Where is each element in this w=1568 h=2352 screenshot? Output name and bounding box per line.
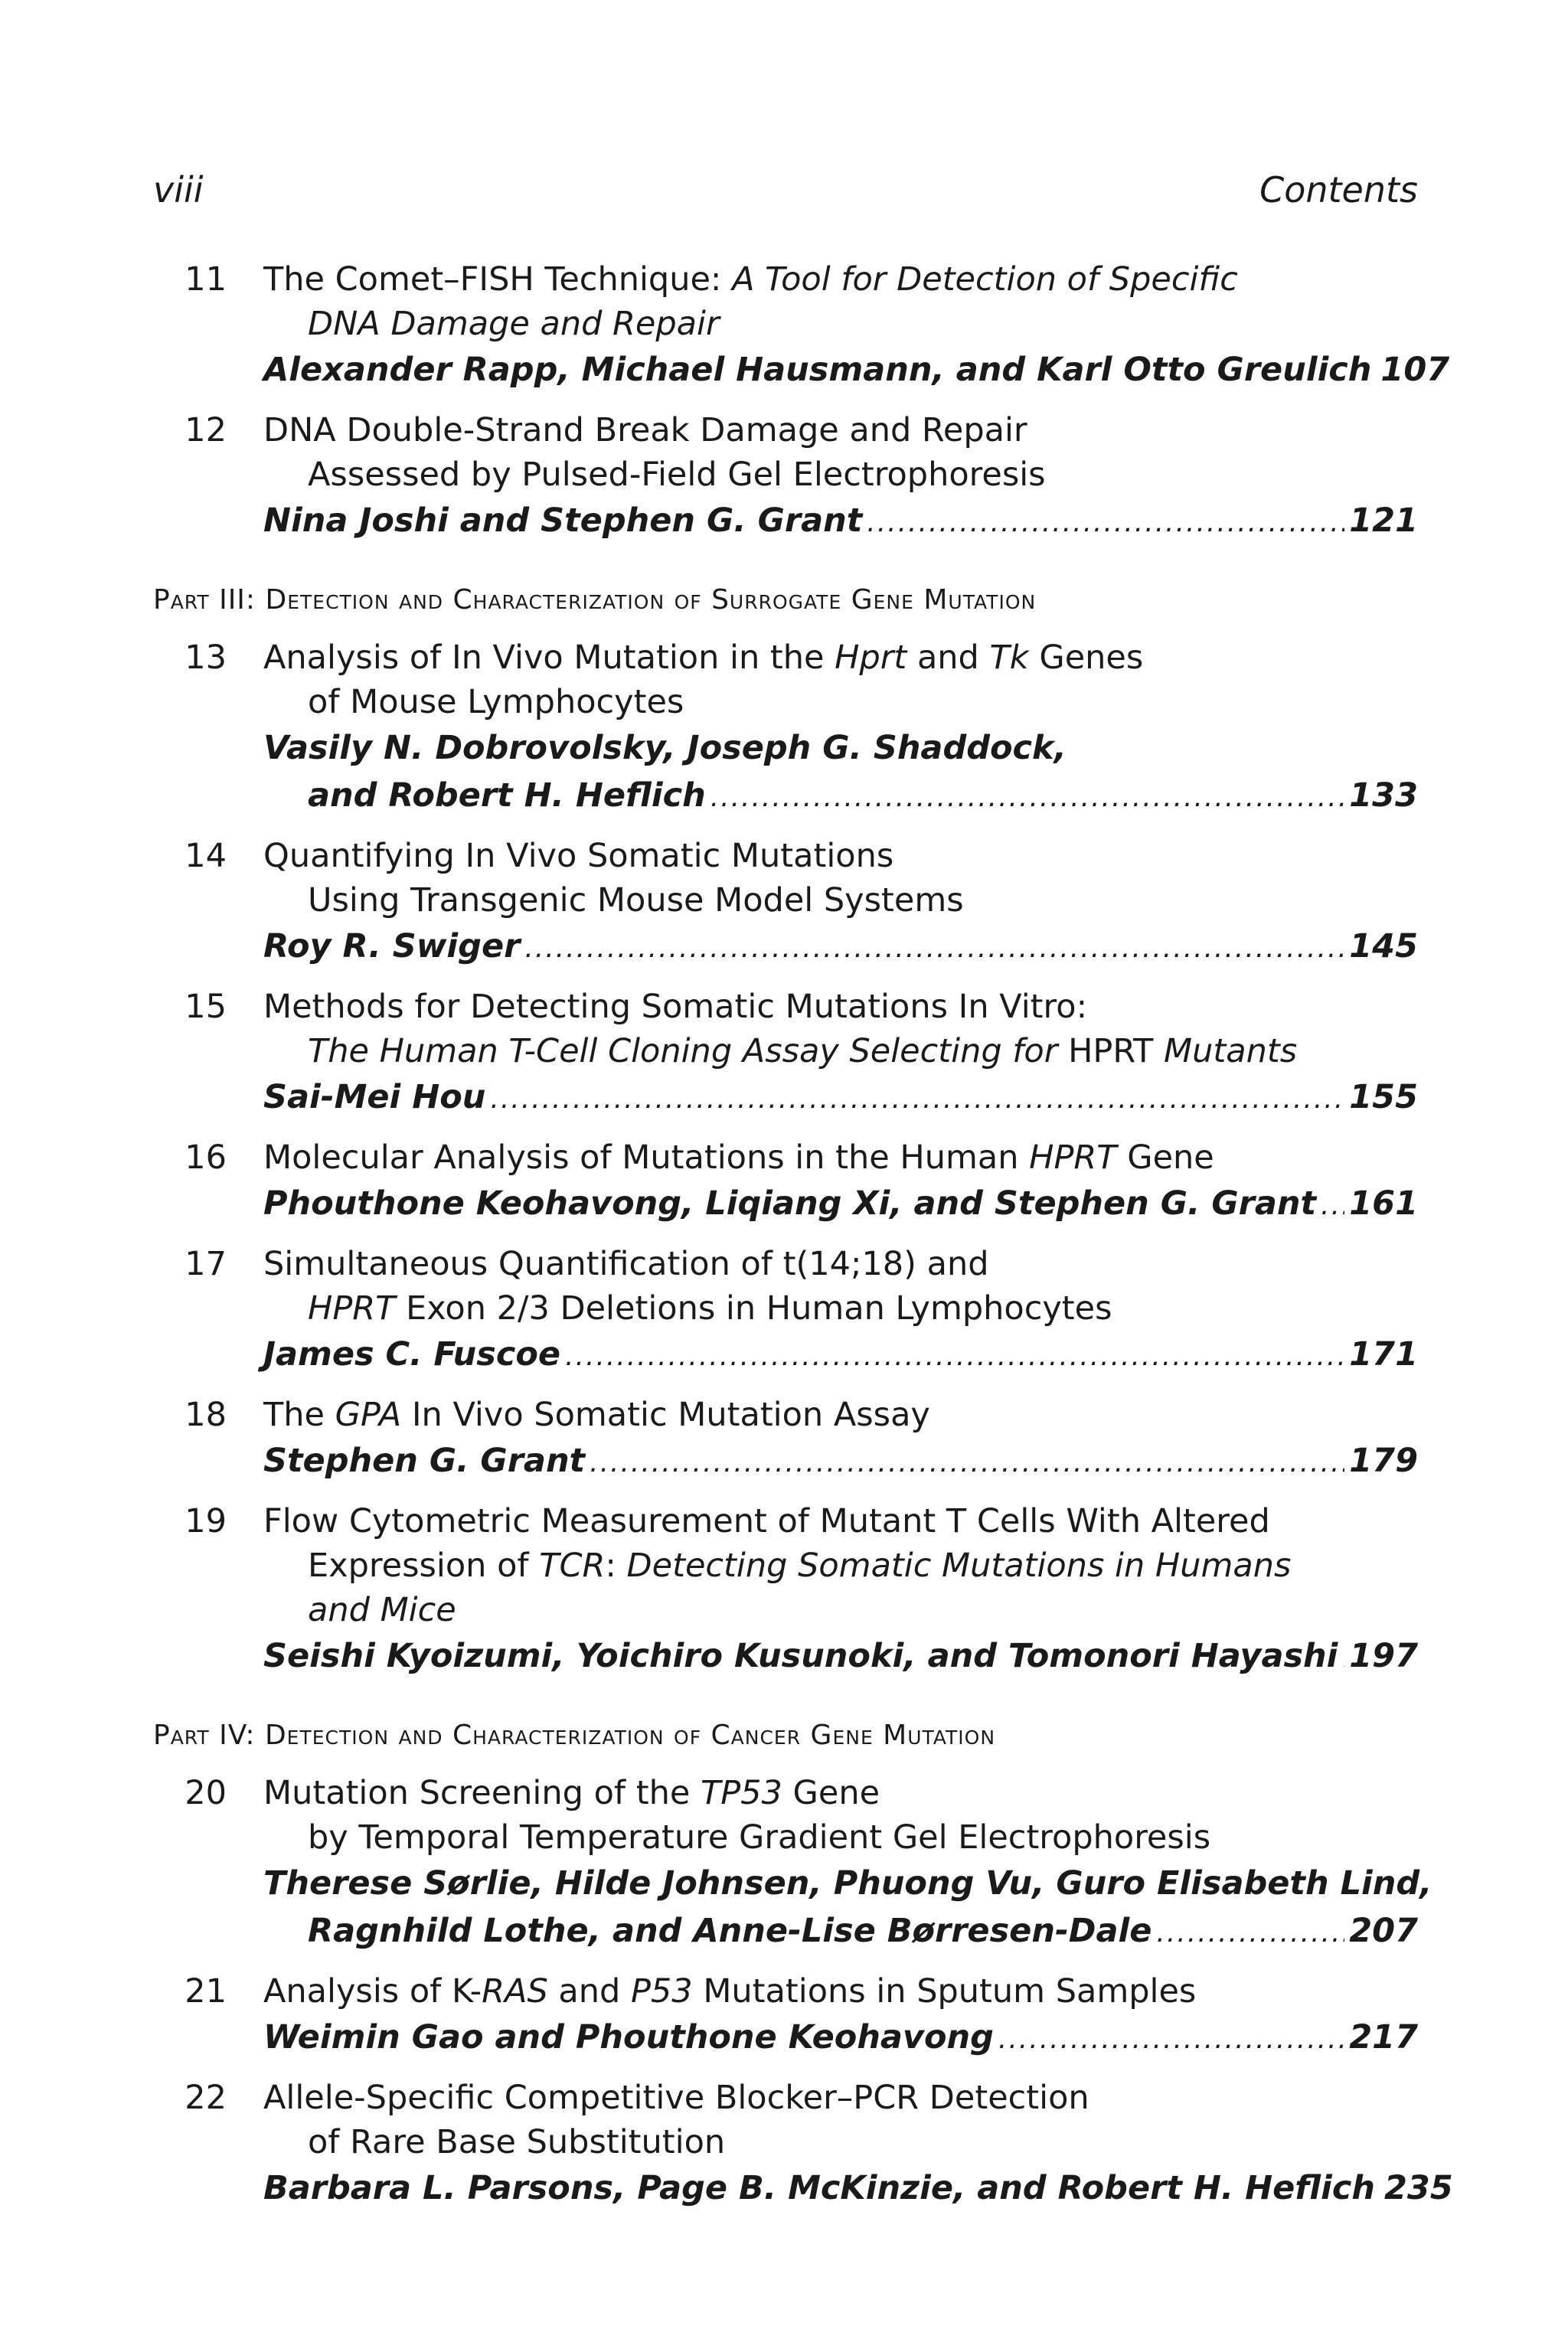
chapter-number: 13 bbox=[185, 639, 227, 677]
running-title: Contents bbox=[1259, 169, 1418, 211]
chapter-number: 18 bbox=[185, 1396, 227, 1434]
leader-dots bbox=[867, 499, 1344, 547]
leader-dots bbox=[590, 1439, 1344, 1487]
chapter-title-continued: by Temporal Temperature Gradient Gel Electrophoresis bbox=[308, 1818, 1211, 1857]
toc-entry-12[interactable] bbox=[153, 408, 1418, 547]
chapter-title-continued-2: and Mice bbox=[308, 1591, 456, 1629]
chapter-page: 161 bbox=[1349, 1184, 1418, 1223]
chapter-number: 12 bbox=[185, 411, 227, 449]
chapter-page: 145 bbox=[1349, 927, 1418, 965]
chapter-authors: Weimin Gao and Phouthone Keohavong ..... 217 bbox=[263, 2014, 1418, 2063]
toc-entry-18[interactable] bbox=[153, 1393, 1418, 1487]
chapter-number: 20 bbox=[185, 1774, 227, 1812]
leader-dots bbox=[998, 2016, 1344, 2063]
chapter-page: 179 bbox=[1349, 1442, 1418, 1480]
running-header bbox=[153, 167, 1418, 213]
chapter-title: Flow Cytometric Measurement of Mutant T Cells With Altered bbox=[263, 1502, 1270, 1540]
chapter-page: 133 bbox=[1349, 776, 1418, 815]
toc-entry-13[interactable] bbox=[153, 635, 1418, 822]
chapter-authors: Sai-Mei Hou ..... 155 bbox=[263, 1073, 1418, 1123]
chapter-authors: Therese Sørlie, Hilde Johnsen, Phuong Vu, Guro Elisabeth Lind, bbox=[263, 1864, 1432, 1903]
chapter-title-continued: HPRT Exon 2/3 Deletions in Human Lymphocytes bbox=[308, 1289, 1112, 1328]
toc-entry-17[interactable] bbox=[153, 1242, 1418, 1380]
leader-dots bbox=[1156, 1909, 1344, 1957]
chapter-title: Allele-Specific Competitive Blocker–PCR Detection bbox=[263, 2079, 1089, 2117]
toc-entry-15[interactable] bbox=[153, 985, 1418, 1123]
toc-entry-16[interactable] bbox=[153, 1135, 1418, 1230]
chapter-number: 21 bbox=[185, 1972, 227, 2011]
toc-entry-20[interactable] bbox=[153, 1771, 1432, 1957]
chapter-number: 17 bbox=[185, 1245, 227, 1283]
chapter-authors-continued: Ragnhild Lothe, and Anne-Lise Børresen-Dale ..... 207 bbox=[263, 1907, 1418, 1957]
part-heading-iv: Part IV: Detection and Characterization of Cancer Gene Mutation bbox=[153, 1720, 996, 1751]
chapter-number: 11 bbox=[185, 260, 227, 299]
leader-dots bbox=[710, 774, 1345, 822]
chapter-number: 16 bbox=[185, 1138, 227, 1177]
toc-entry-21[interactable] bbox=[153, 1969, 1418, 2063]
chapter-title: Analysis of In Vivo Mutation in the Hprt and Tk Genes bbox=[263, 639, 1144, 677]
chapter-title-continued: The Human T-Cell Cloning Assay Selecting for HPRT Mutants bbox=[308, 1032, 1298, 1070]
toc-entry-19[interactable] bbox=[153, 1499, 1418, 1682]
chapter-authors: Roy R. Swiger ..... 145 bbox=[263, 923, 1418, 972]
leader-dots bbox=[1321, 1182, 1344, 1230]
chapter-authors: Seishi Kyoizumi, Yoichiro Kusunoki, and Tomonori Hayashi ..... 197 bbox=[263, 1632, 1418, 1682]
chapter-title: Molecular Analysis of Mutations in the Human HPRT Gene bbox=[263, 1138, 1214, 1177]
chapter-title-continued: DNA Damage and Repair bbox=[308, 305, 720, 343]
chapter-title-continued: Using Transgenic Mouse Model Systems bbox=[308, 881, 964, 920]
leader-dots bbox=[565, 1333, 1344, 1380]
chapter-page: 121 bbox=[1349, 501, 1418, 540]
leader-dots bbox=[490, 1076, 1344, 1123]
chapter-title: Methods for Detecting Somatic Mutations In Vitro: bbox=[263, 988, 1088, 1026]
chapter-title-continued: Assessed by Pulsed-Field Gel Electrophoresis bbox=[308, 456, 1046, 494]
chapter-number: 19 bbox=[185, 1502, 227, 1540]
chapter-authors: Vasily N. Dobrovolsky, Joseph G. Shaddock, bbox=[263, 729, 1067, 767]
toc-entry-22[interactable] bbox=[153, 2076, 1453, 2214]
chapter-title-continued: of Rare Base Substitution bbox=[308, 2123, 726, 2161]
chapter-page: 235 bbox=[1384, 2169, 1453, 2207]
chapter-number: 15 bbox=[185, 988, 227, 1026]
chapter-title: Simultaneous Quantification of t(14;18) and bbox=[263, 1245, 989, 1283]
chapter-number: 14 bbox=[185, 837, 227, 875]
chapter-title: Analysis of K-RAS and P53 Mutations in Sputum Samples bbox=[263, 1972, 1197, 2011]
toc-entry-14[interactable] bbox=[153, 834, 1418, 972]
leader-dots bbox=[1342, 1635, 1344, 1682]
chapter-authors: Barbara L. Parsons, Page B. McKinzie, and Robert H. Heflich 235 bbox=[263, 2164, 1418, 2214]
chapter-title-continued: of Mouse Lymphocytes bbox=[308, 683, 684, 721]
chapter-title: The GPA In Vivo Somatic Mutation Assay bbox=[263, 1396, 930, 1434]
chapter-authors-continued: and Robert H. Heflich ..... 133 bbox=[263, 772, 1418, 822]
chapter-page: 171 bbox=[1349, 1335, 1418, 1374]
chapter-page: 107 bbox=[1380, 351, 1450, 389]
part-heading-iii: Part III: Detection and Characterization of Surrogate Gene Mutation bbox=[153, 584, 1037, 616]
chapter-number: 22 bbox=[185, 2079, 227, 2117]
chapter-title: Quantifying In Vivo Somatic Mutations bbox=[263, 837, 894, 875]
chapter-authors: Nina Joshi and Stephen G. Grant ..... 121 bbox=[263, 497, 1418, 547]
toc-entry-11[interactable] bbox=[153, 257, 1450, 396]
chapter-title-continued: Expression of TCR: Detecting Somatic Mutations in Humans bbox=[308, 1547, 1292, 1585]
chapter-authors: Phouthone Keohavong, Liqiang Xi, and Stephen G. Grant ..... 161 bbox=[263, 1180, 1418, 1230]
chapter-page: 155 bbox=[1349, 1078, 1418, 1116]
chapter-authors: Alexander Rapp, Michael Hausmann, and Karl Otto Greulich 107 bbox=[263, 346, 1418, 396]
chapter-title: The Comet–FISH Technique: A Tool for Detection of Specific bbox=[263, 260, 1238, 299]
chapter-authors: James C. Fuscoe ..... 171 bbox=[263, 1331, 1418, 1380]
chapter-title: Mutation Screening of the TP53 Gene bbox=[263, 1774, 880, 1812]
page-number: viii bbox=[153, 169, 204, 211]
chapter-authors: Stephen G. Grant ..... 179 bbox=[263, 1437, 1418, 1487]
chapter-page: 197 bbox=[1349, 1637, 1418, 1675]
table-of-contents bbox=[153, 257, 1453, 2226]
chapter-title: DNA Double-Strand Break Damage and Repair bbox=[263, 411, 1027, 449]
leader-dots bbox=[524, 925, 1344, 972]
chapter-page: 217 bbox=[1349, 2018, 1418, 2056]
chapter-page: 207 bbox=[1349, 1912, 1418, 1950]
